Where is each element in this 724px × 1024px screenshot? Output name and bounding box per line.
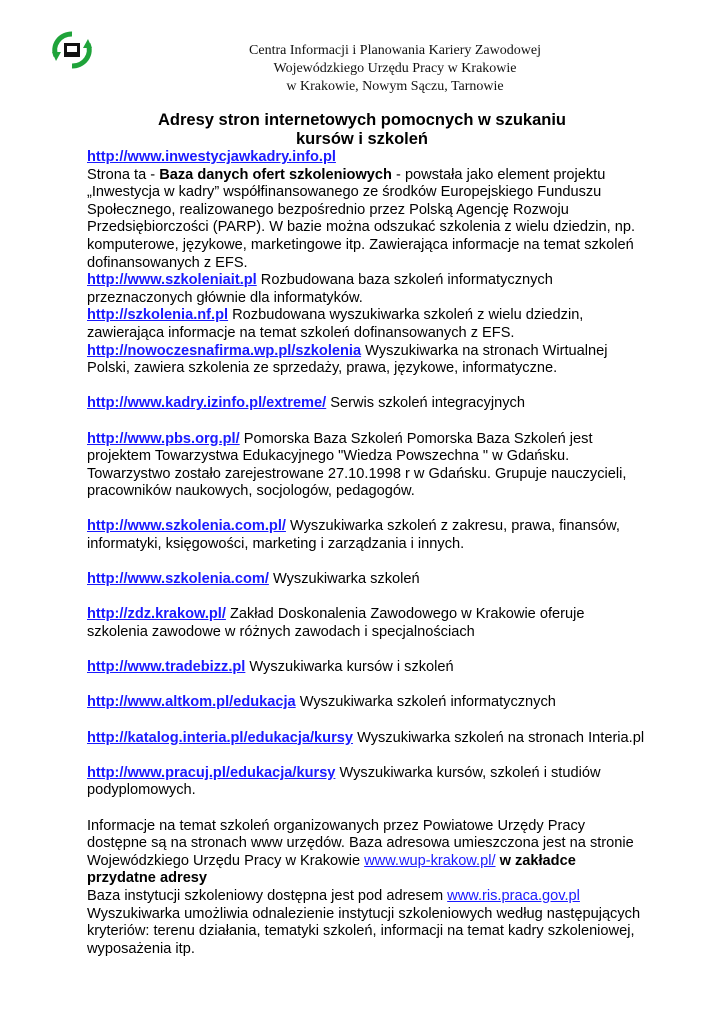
link[interactable]: www.ris.praca.gov.pl: [447, 887, 580, 904]
entry: [87, 730, 647, 748]
entry: [87, 395, 647, 413]
link[interactable]: www.wup-krakow.pl/: [364, 852, 496, 869]
entry: [87, 571, 647, 589]
entry: [87, 272, 647, 307]
link[interactable]: http://www.szkolenia.com.pl/: [87, 518, 286, 535]
entry: [87, 694, 647, 712]
text: Wyszukiwarka na stronach Wirtualnej Polski, zawiera szkolenia ze sprzedaży, prawa, językowe, informatyczne.: [87, 342, 608, 377]
entry: [87, 149, 647, 272]
text: Rozbudowana wyszukiwarka szkoleń z wielu dziedzin, zawierająca informacje na temat szkoleń dofinansowanych z EFS.: [87, 307, 584, 341]
link[interactable]: http://www.inwestycjawkadry.info.pl: [87, 149, 336, 165]
entry: [87, 659, 647, 677]
entry: [87, 606, 647, 641]
link[interactable]: http://www.pbs.org.pl/: [87, 430, 240, 447]
header: [160, 42, 630, 96]
link[interactable]: http://www.kadry.izinfo.pl/extreme/: [87, 395, 327, 412]
link[interactable]: http://www.tradebizz.pl: [87, 659, 246, 676]
link[interactable]: http://www.szkoleniait.pl: [87, 272, 257, 289]
link[interactable]: http://www.altkom.pl/edukacja: [87, 694, 296, 711]
entry: [87, 307, 647, 342]
text: Rozbudowana baza szkoleń informatycznych przeznaczonych głównie dla informatyków.: [87, 272, 553, 306]
header-line: w Krakowie, Nowym Sączu, Tarnowie: [286, 79, 504, 94]
text: Informacje na temat szkoleń organizowanych przez Powiatowe Urzędy Pracy dostępne są na stronach www urzędów. Baza adresowa umieszczona jest na stronie Wojewódzkiego Urzędu Pracy w Krakowie: [87, 817, 634, 869]
link[interactable]: http://zdz.krakow.pl/: [87, 606, 226, 623]
text: Wyszukiwarka szkoleń: [268, 571, 420, 588]
logo-icon: [49, 30, 95, 70]
text: Wyszukiwarka szkoleń informatycznych: [295, 694, 556, 711]
bold-text: w zakładce przydatne adresy: [87, 852, 576, 887]
link[interactable]: http://katalog.interia.pl/edukacja/kursy: [87, 729, 354, 746]
link[interactable]: http://nowoczesnafirma.wp.pl/szkolenia: [87, 342, 362, 359]
entry: [87, 765, 647, 800]
text: Wyszukiwarka umożliwia odnalezienie instytucji szkoleniowych według następujących kryteriów: terenu działania, tematyki szkoleń, informacji na temat kadry szkoleniowej, wyposażenia itp.: [87, 905, 641, 957]
header-line: Centra Informacji i Planowania Kariery Zawodowej: [249, 43, 541, 58]
entry: [87, 518, 647, 553]
link[interactable]: http://szkolenia.nf.pl: [87, 307, 229, 324]
title-line: kursów i szkoleń: [295, 130, 429, 148]
text: Pomorska Baza Szkoleń Pomorska Baza Szkoleń jest projektem Towarzystwa Edukacyjnego "Wiedza Powszechna " w Gdańsku. Towarzystwo zostało zarejestrowane 27.10.1998 r w Gdańsku. Grupuje nauczycieli, pracowników naukowych, socjologów, pedagogów.: [87, 430, 627, 500]
text: Strona ta -: [87, 166, 160, 183]
text: Wyszukiwarka szkoleń na stronach Interia.pl: [353, 729, 645, 746]
text: Wyszukiwarka szkoleń z zakresu, prawa, finansów, informatyki, księgowości, marketing i zarządzania i innych.: [87, 518, 620, 553]
text: Zakład Doskonalenia Zawodowego w Krakowie oferuje szkolenia zawodowe w różnych zawodach i specjalnościach: [87, 606, 585, 641]
bold-text: Baza danych ofert szkoleniowych: [159, 166, 392, 183]
title-line: Adresy stron internetowych pomocnych w szukaniu: [158, 111, 566, 129]
page-title: [90, 111, 634, 149]
text: Wyszukiwarka kursów, szkoleń i studiów podyplomowych.: [87, 764, 601, 799]
text: Serwis szkoleń integracyjnych: [326, 395, 525, 412]
link[interactable]: http://www.szkolenia.com/: [87, 571, 269, 588]
text: Wyszukiwarka kursów i szkoleń: [245, 659, 454, 676]
text: - powstała jako element projektu „Inwestycja w kadry” współfinansowanego ze środków Europejskiego Funduszu Społecznego, realizowanego bezpośrednio przez Polską Agencję Rozwoju Przedsiębiorczości (PARP). W bazie można odszukać szkolenia z wielu dziedzin, np. komputerowe, językowe, marketingowe itp. Zawierająca informacje na temat szkoleń dofinansowanych z EFS.: [87, 166, 636, 271]
entry: [87, 343, 647, 378]
document-body: [87, 149, 647, 958]
link[interactable]: http://www.pracuj.pl/edukacja/kursy: [87, 764, 336, 781]
entry: [87, 431, 647, 501]
ris-paragraph: [87, 888, 647, 958]
info-paragraph: [87, 818, 647, 888]
text: Baza instytucji szkoleniowy dostępna jest pod adresem: [87, 887, 448, 904]
header-line: Wojewódzkiego Urzędu Pracy w Krakowie: [273, 61, 517, 76]
